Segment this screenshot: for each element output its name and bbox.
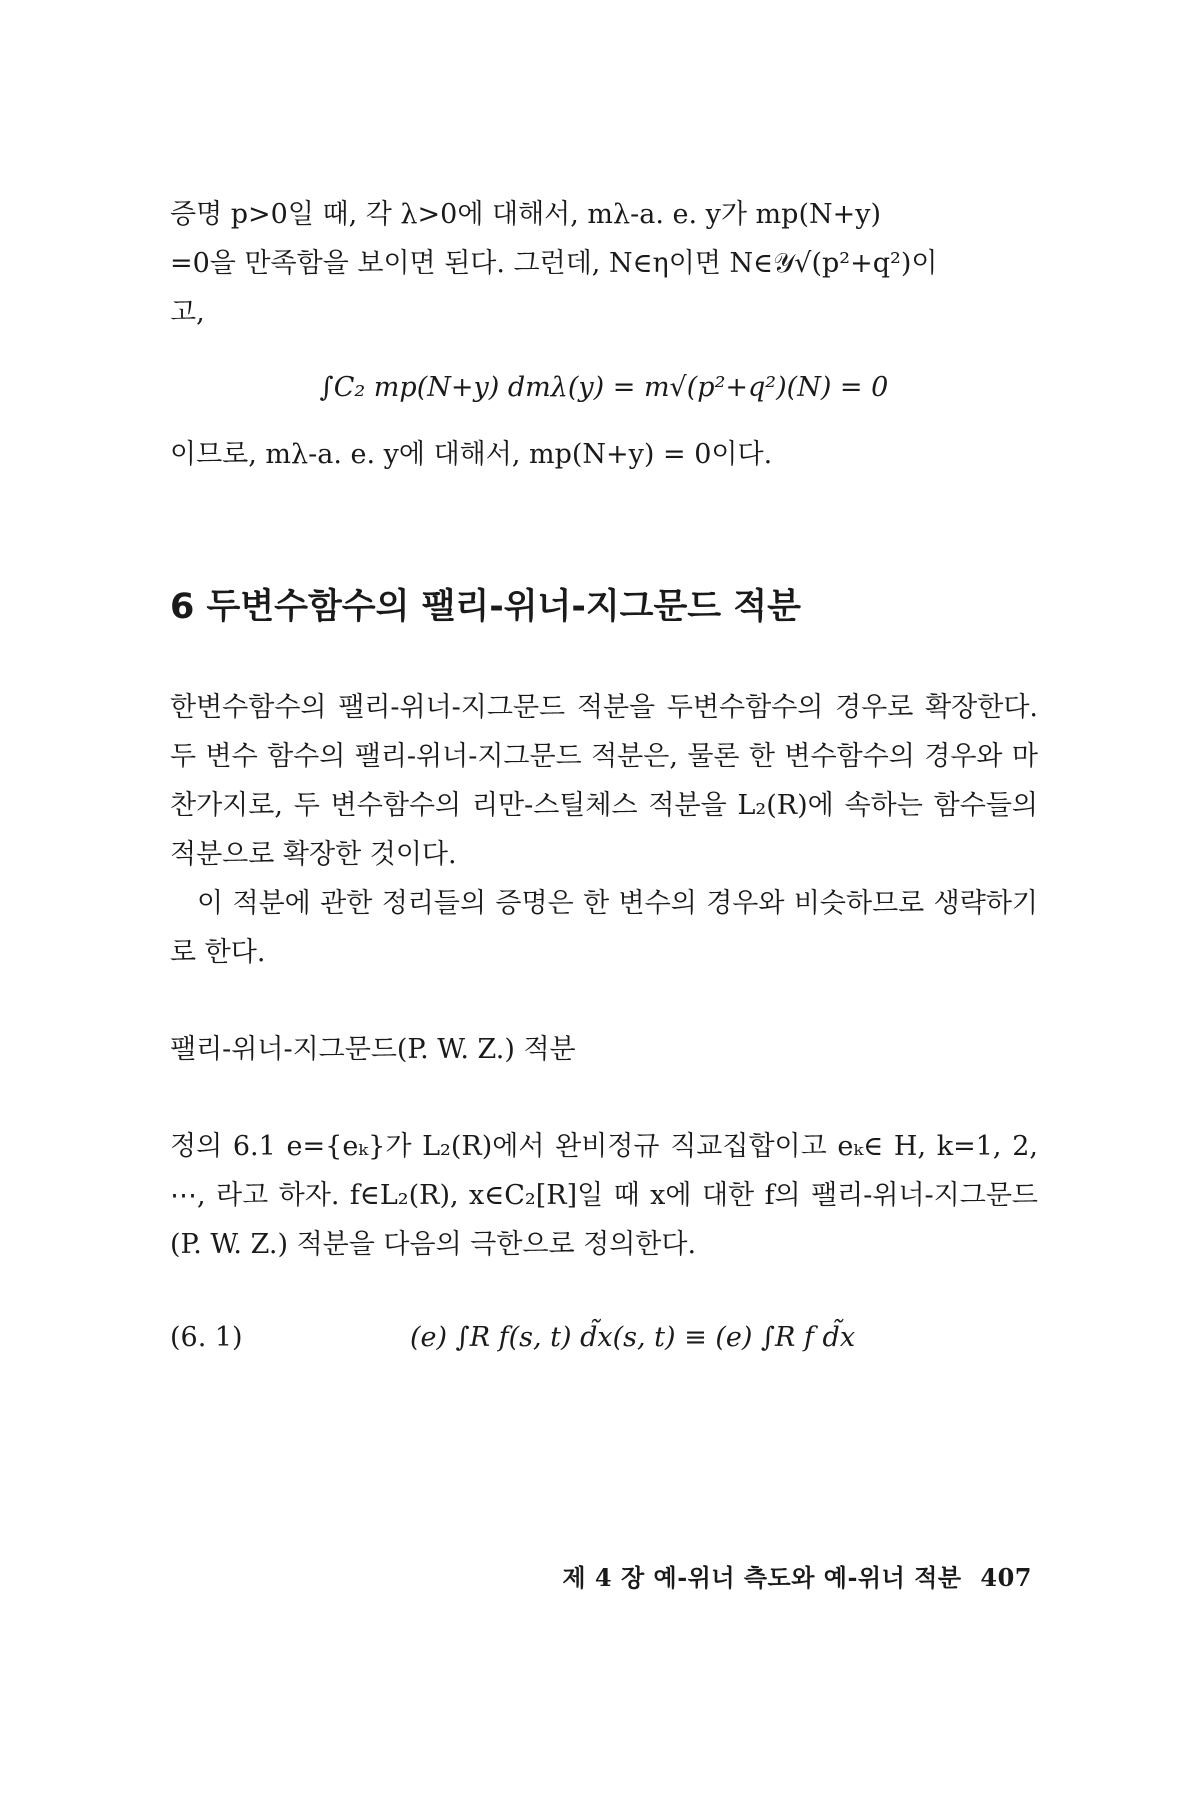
section-paragraph-1: 한변수함수의 팰리-위너-지그문드 적분을 두변수함수의 경우로 확장한다. 두 변수 함수의 팰리-위너-지그문드 적분은, 물론 한 변수함수의 경우와 마찬가지로, 두 변수함수의 리만-스틸체스 적분을 L₂(R)에 속하는 함수들의 적분으로 확장한 것이다. (170, 692, 1038, 870)
proof-conclusion: 이므로, mλ-a. e. y에 대해서, mp(N+y) = 0이다. (170, 439, 773, 470)
page-footer (562, 1558, 1032, 1593)
proof-line-3: 고, (170, 297, 205, 328)
section-paragraph-2: 이 적분에 관한 정리들의 증명은 한 변수의 경우와 비슷하므로 생략하기로 한다. (170, 888, 1038, 968)
equation-label: (6. 1) (170, 1322, 243, 1353)
footer-chapter: 제 4 장 예-위너 측도와 예-위너 적분 (562, 1563, 962, 1592)
section-title: 6 두변수함수의 팰리-위너-지그문드 적분 (170, 587, 801, 627)
page-content (170, 190, 1038, 1362)
subheading: 팰리-위너-지그문드(P. W. Z.) 적분 (170, 1034, 576, 1065)
definition-text: 정의 6.1 e={eₖ}가 L₂(R)에서 완비정규 직교집합이고 eₖ∈ H, k=1, 2, ⋯, 라고 하자. f∈L₂(R), x∈C₂[R]일 때 x에 대한 f의 팰리-위너-지그문드(P. W. Z.) 적분을 다음의 극한으로 정의한다. (170, 1131, 1038, 1260)
definition-equation-row (170, 1313, 1038, 1362)
proof-line-2: =0을 만족함을 보이면 된다. 그런데, N∈η이면 N∈𝒴√(p²+q²)이 (170, 248, 938, 279)
proof-integral-equation: ∫C₂ mp(N+y) dmλ(y) = m√(p²+q²)(N) = 0 (319, 372, 889, 403)
definition-equation: (e) ∫R f(s, t) d̃x(s, t) ≡ (e) ∫R f d̃x (410, 1322, 856, 1353)
proof-line-1: 증명 p>0일 때, 각 λ>0에 대해서, mλ-a. e. y가 mp(N+y) (170, 199, 882, 230)
page-number: 407 (980, 1563, 1032, 1592)
